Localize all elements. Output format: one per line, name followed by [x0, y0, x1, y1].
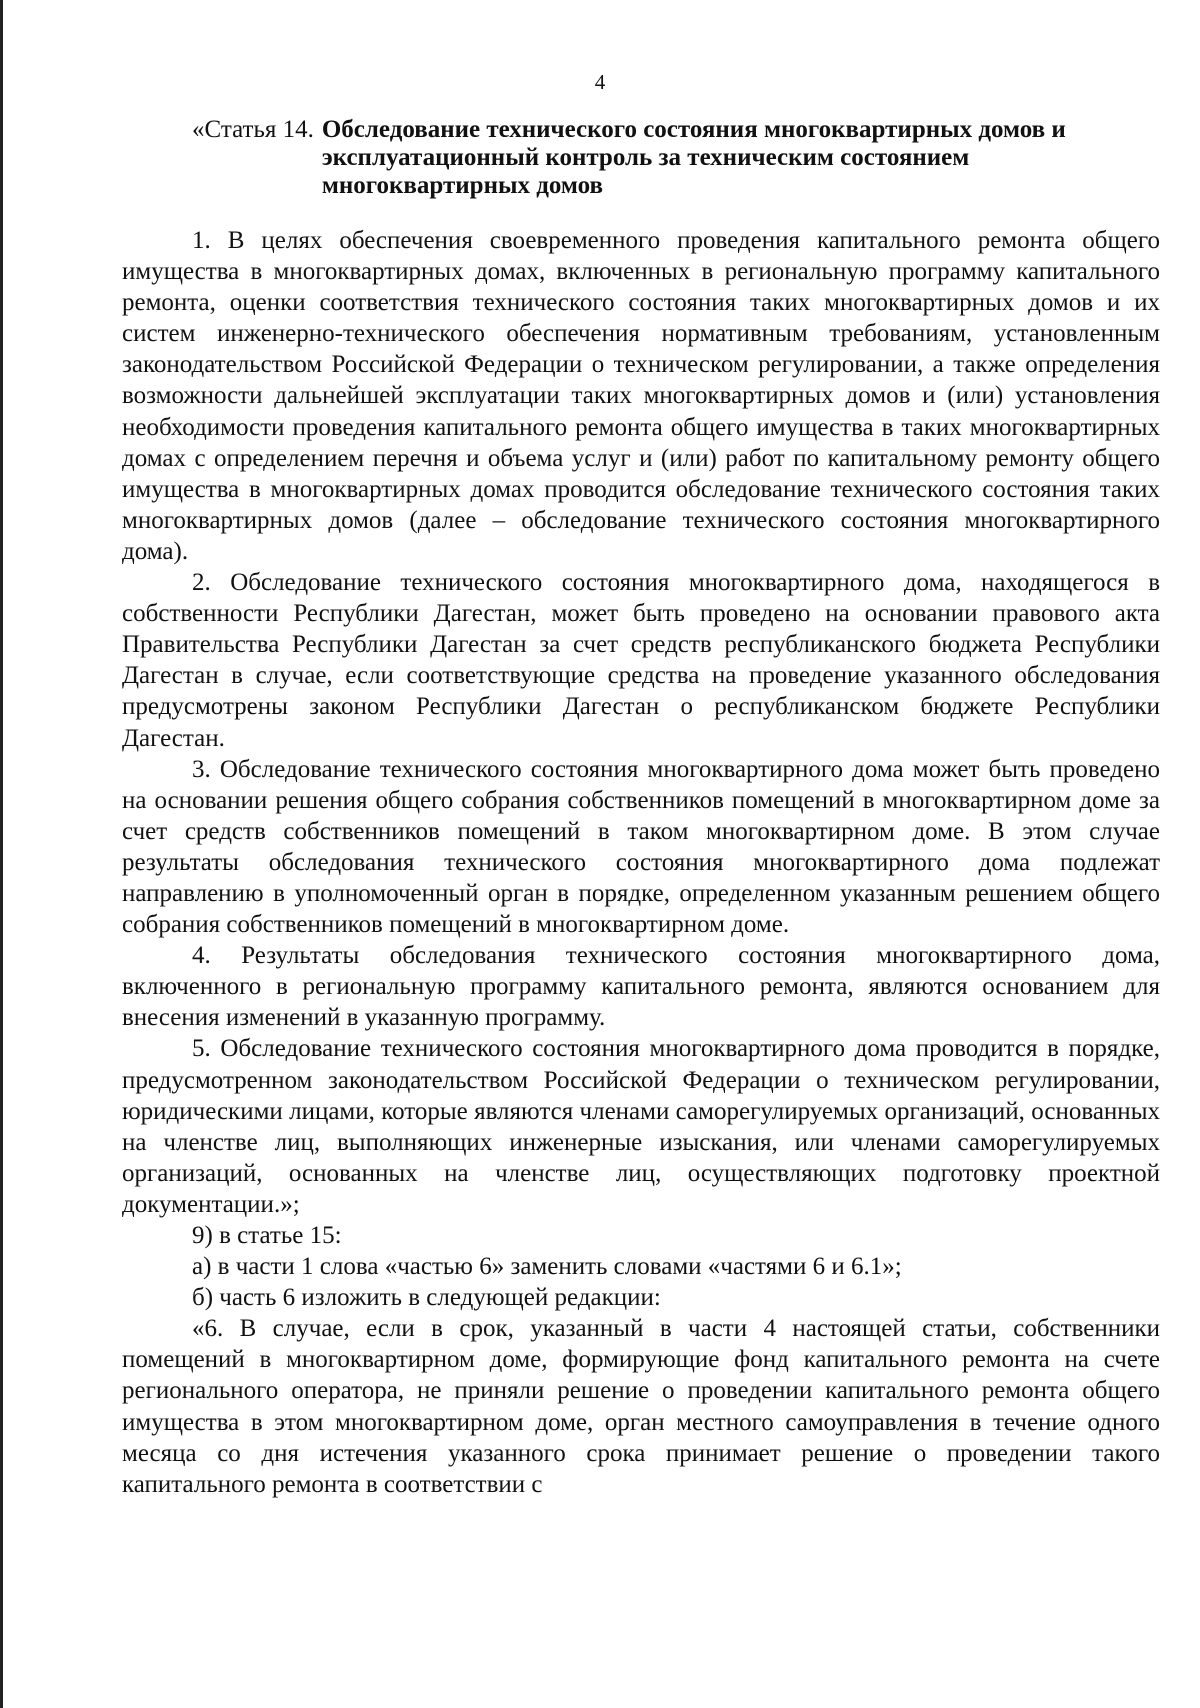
amendment-subitem-b: б) часть 6 изложить в следующей редакции: [192, 1284, 661, 1312]
amendment-subitem-a: а) в части 1 слова «частью 6» заменить словами «частями 6 и 6.1»; [192, 1253, 902, 1281]
paragraph-2: 2. Обследование технического состояния многоквартирного дома, находящегося в собственности Республики Дагестан, может быть проведено на основании правового акта Правительства Республики Дагестан за счет средств республиканского бюджета Республики Дагестан в случае, если соответствующие средства на проведение указанного обследования предусмотрены законом Республики Дагестан о республиканском бюджете Республики Дагестан. [122, 569, 1160, 752]
article-number: «Статья 14. [192, 116, 314, 143]
amendment-item-9: 9) в статье 15: [192, 1222, 342, 1249]
page-number: 4 [594, 70, 606, 94]
article-title: Обследование технического состояния многоквартирных домов и эксплуатационный контроль за техническим состоянием многоквартирных домов [321, 116, 1066, 199]
scan-edge [0, 0, 3, 1708]
paragraph-3: 3. Обследование технического состояния многоквартирного дома может быть проведено на основании решения общего собрания собственников помещений в многоквартирном доме за счет средств собственников помещений в таком многоквартирном доме. В этом случае результаты обследования технического состояния многоквартирного дома подлежат направлению в уполномоченный орган в порядке, определенном указанным решением общего собрания собственников помещений в многоквартирном доме. [122, 755, 1160, 939]
paragraph-4: 4. Результаты обследования технического состояния многоквартирного дома, включенного в региональную программу капитального ремонта, являются основанием для внесения изменений в указанную программу. [122, 942, 1160, 1032]
paragraph-1: 1. В целях обеспечения своевременного проведения капитального ремонта общего имущества в многоквартирных домах, включенных в региональную программу капитального ремонта, оценки соответствия технического состояния таких многоквартирных домов и их систем инженерно-технического обеспечения нормативным требованиям, установленным законодательством Российской Федерации о техническом регулировании, а также определения возможности дальнейшей эксплуатации таких многоквартирных домов и (или) установления необходимости проведения капитального ремонта общего имущества в таких многоквартирных домах с определением перечня и объема услуг и (или) работ по капитальному ремонту общего имущества в многоквартирных домах проводится обследование технического состояния таких многоквартирных домов (далее – обследование технического состояния многоквартирного дома). [122, 227, 1160, 565]
document-body [122, 225, 1160, 1500]
paragraph-5: 5. Обследование технического состояния многоквартирного дома проводится в порядке, предусмотренном законодательством Российской Федерации о техническом регулировании, юридическими лицами, которые являются членами саморегулируемых организаций, основанных на членстве лиц, выполняющих инженерные изыскания, или членами саморегулируемых организаций, основанных на членстве лиц, осуществляющих подготовку проектной документации.»; [122, 1035, 1160, 1218]
paragraph-6-new-text: «6. В случае, если в срок, указанный в части 4 настоящей статьи, собственники помещений в многоквартирном доме, формирующие фонд капитального ремонта на счете регионального оператора, не приняли решение о проведении капитального ремонта общего имущества в этом многоквартирном доме, орган местного самоуправления в течение одного месяца со дня истечения указанного срока принимает решение о проведении такого капитального ремонта в соответствии с [122, 1315, 1160, 1498]
article-heading [192, 116, 1092, 200]
